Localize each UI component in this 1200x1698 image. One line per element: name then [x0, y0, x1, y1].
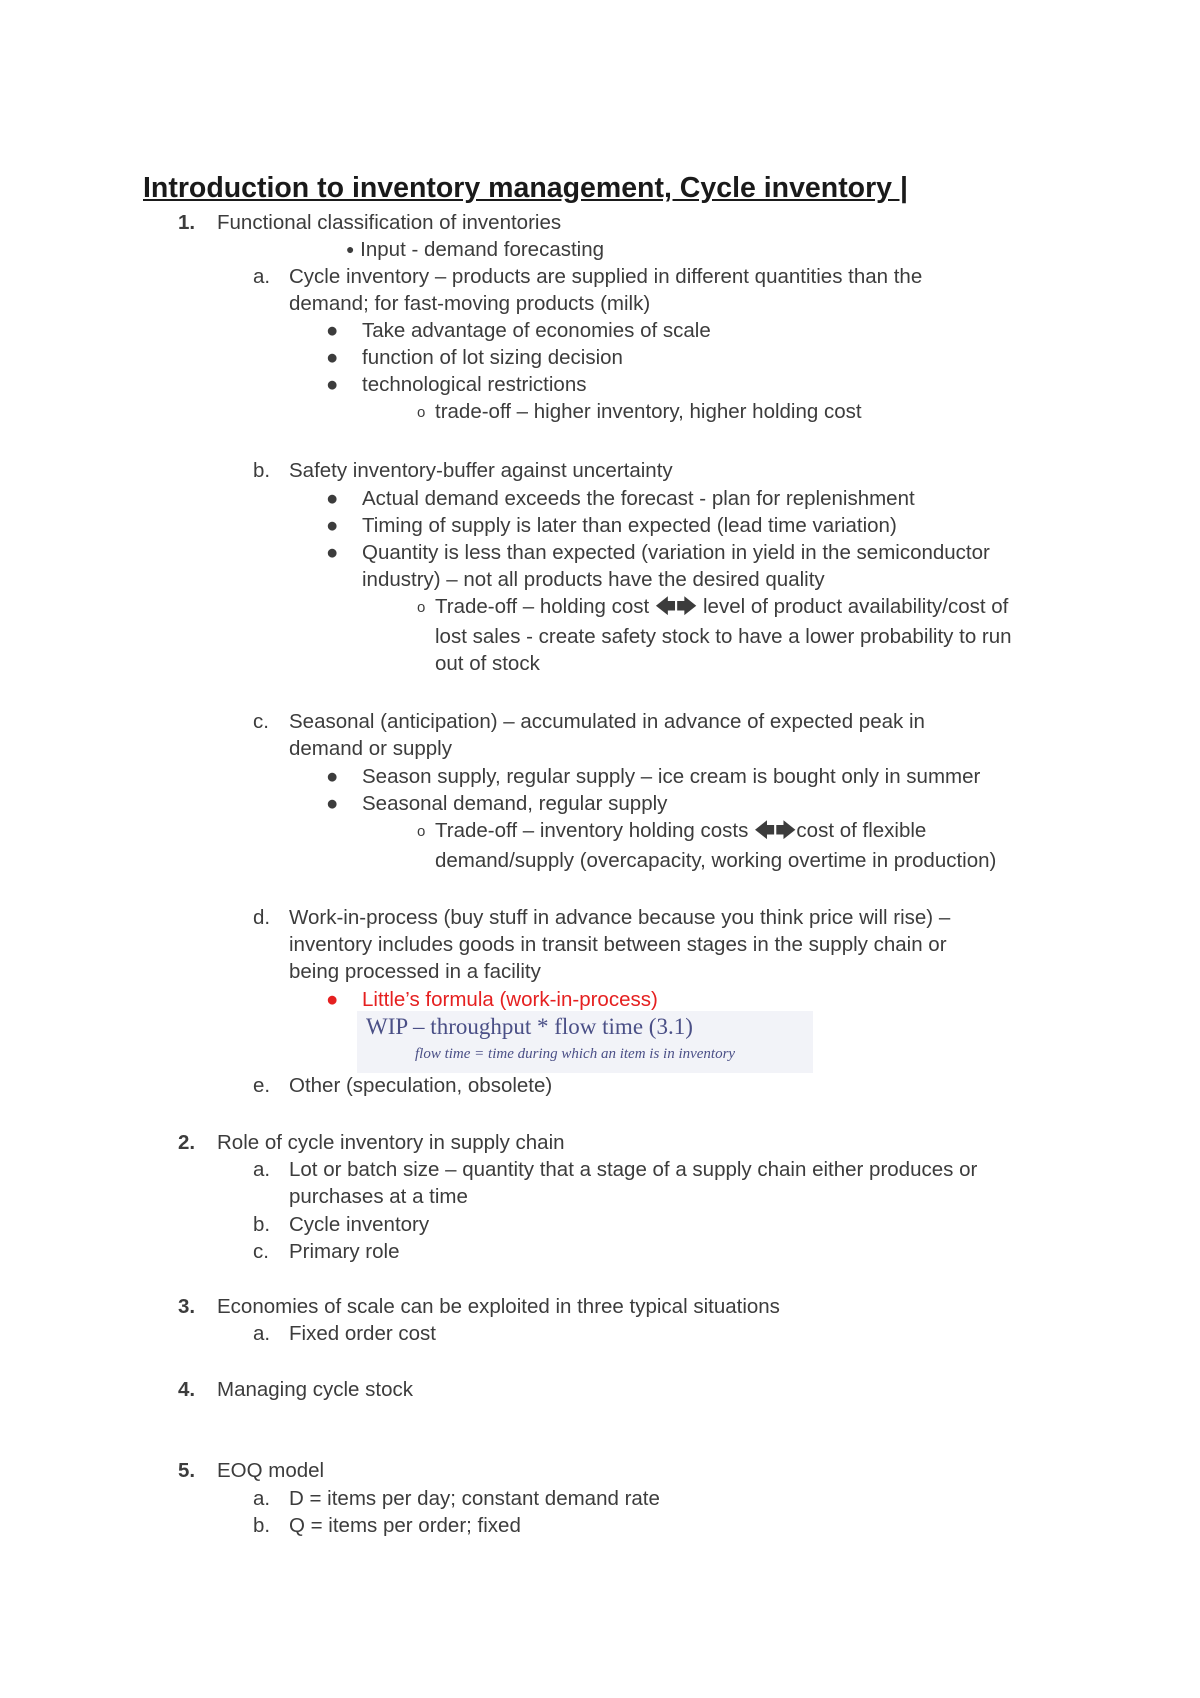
- list-text: Q = items per order; fixed: [289, 1514, 521, 1537]
- section-heading: Functional classification of inventories: [217, 211, 562, 234]
- list-letter: a.: [253, 1322, 271, 1345]
- formula-text: WIP – throughput * flow time (3.1): [366, 1014, 693, 1039]
- section-number: 3.: [178, 1295, 196, 1318]
- bullet-text: Season supply, regular supply – ice cream is bought only in summer: [362, 765, 981, 788]
- section-number: 4.: [178, 1378, 196, 1401]
- list-text: Fixed order cost: [289, 1322, 436, 1345]
- bullet-icon: ●: [326, 541, 339, 564]
- list-letter: a.: [253, 1158, 271, 1181]
- list-text: demand; for fast-moving products (milk): [289, 292, 651, 315]
- list-text: D = items per day; constant demand rate: [289, 1487, 660, 1510]
- section-heading: EOQ model: [217, 1459, 325, 1482]
- list-text: Primary role: [289, 1240, 400, 1263]
- list-text: purchases at a time: [289, 1185, 468, 1208]
- circle-bullet-icon: o: [417, 404, 426, 421]
- bullet-icon: ●: [346, 241, 355, 257]
- sub-bullet-text: lost sales - create safety stock to have a lower probability to run: [435, 625, 1012, 648]
- list-text: demand or supply: [289, 737, 452, 760]
- list-letter: c.: [253, 1240, 269, 1263]
- bullet-text: Actual demand exceeds the forecast - plan for replenishment: [362, 487, 915, 510]
- circle-bullet-icon: o: [417, 823, 426, 840]
- sub-bullet-text: demand/supply (overcapacity, working overtime in production): [435, 849, 997, 872]
- list-text: Safety inventory-buffer against uncertainty: [289, 459, 673, 482]
- list-text: Lot or batch size – quantity that a stage of a supply chain either produces or: [289, 1158, 978, 1181]
- section-heading: Economies of scale can be exploited in three typical situations: [217, 1295, 780, 1318]
- bullet-item: ● Input - demand forecasting: [346, 238, 605, 261]
- bullet-text: Quantity is less than expected (variation in yield in the semiconductor: [362, 541, 990, 564]
- sub-bullet-text: trade-off – higher inventory, higher holding cost: [435, 400, 862, 423]
- circle-bullet-icon: o: [417, 599, 426, 616]
- sub-bullet-text: Trade-off – inventory holding costs 🡄🡆cost of flexible: [435, 819, 927, 842]
- section-heading: Role of cycle inventory in supply chain: [217, 1131, 565, 1154]
- list-text: inventory includes goods in transit between stages in the supply chain or: [289, 933, 947, 956]
- list-letter: a.: [253, 265, 271, 288]
- list-letter: e.: [253, 1074, 271, 1097]
- bullet-text: Timing of supply is later than expected (lead time variation): [362, 514, 897, 537]
- section-number: 1.: [178, 211, 196, 234]
- bullet-text: Take advantage of economies of scale: [362, 319, 711, 342]
- bullet-icon: ●: [326, 988, 339, 1011]
- bullet-text: function of lot sizing decision: [362, 346, 623, 369]
- section-number: 2.: [178, 1131, 196, 1154]
- bullet-text: technological restrictions: [362, 373, 587, 396]
- bullet-icon: ●: [326, 514, 339, 537]
- list-text: Seasonal (anticipation) – accumulated in advance of expected peak in: [289, 710, 925, 733]
- bullet-icon: ●: [326, 373, 339, 396]
- bullet-text: Seasonal demand, regular supply: [362, 792, 668, 815]
- bullet-text: industry) – not all products have the desired quality: [362, 568, 825, 591]
- bullet-icon: ●: [326, 792, 339, 815]
- list-text: Cycle inventory: [289, 1213, 430, 1236]
- list-letter: c.: [253, 710, 269, 733]
- list-letter: d.: [253, 906, 271, 929]
- list-text: Work-in-process (buy stuff in advance because you think price will rise) –: [289, 906, 951, 929]
- bullet-icon: ●: [326, 346, 339, 369]
- bullet-icon: ●: [326, 765, 339, 788]
- section-number: 5.: [178, 1459, 196, 1482]
- list-text: Other (speculation, obsolete): [289, 1074, 553, 1097]
- bullet-icon: ●: [326, 319, 339, 342]
- sub-bullet-text: out of stock: [435, 652, 540, 675]
- sub-bullet-text: Trade-off – holding cost 🡄🡆 level of product availability/cost of: [435, 595, 1009, 618]
- list-letter: b.: [253, 1213, 271, 1236]
- list-letter: a.: [253, 1487, 271, 1510]
- list-text: being processed in a facility: [289, 960, 541, 983]
- list-letter: b.: [253, 1514, 271, 1537]
- list-text: Cycle inventory – products are supplied in different quantities than the: [289, 265, 923, 288]
- formula-caption: flow time = time during which an item is in inventory: [415, 1046, 736, 1062]
- bullet-text-highlight: Little’s formula (work-in-process): [362, 988, 658, 1011]
- page-title: Introduction to inventory management, Cycle inventory |: [143, 172, 908, 204]
- bullet-icon: ●: [326, 487, 339, 510]
- section-heading: Managing cycle stock: [217, 1378, 413, 1401]
- list-letter: b.: [253, 459, 271, 482]
